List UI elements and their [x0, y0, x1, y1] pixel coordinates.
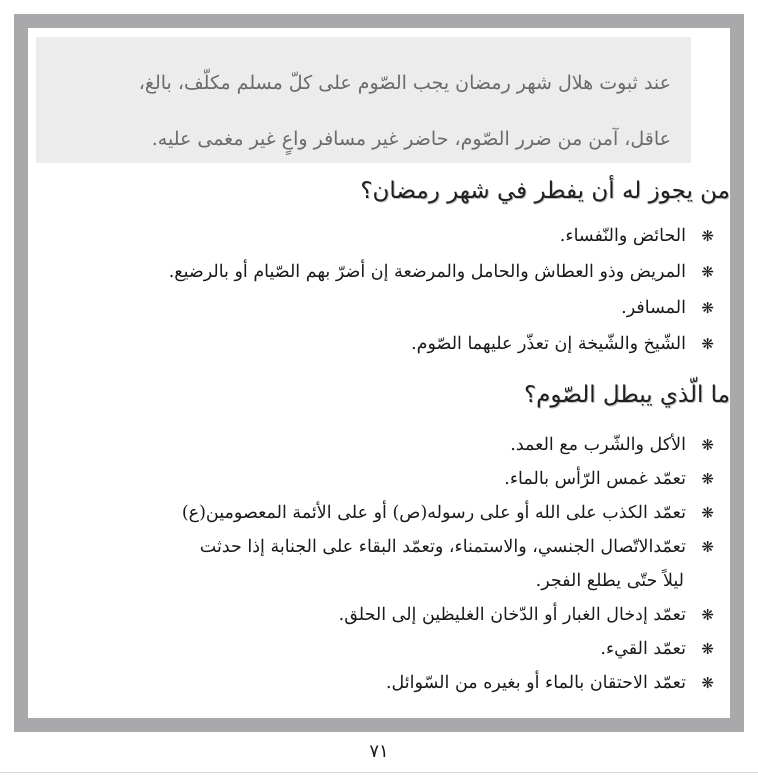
list-item-text: تعمّد غمس الرّأس بالماء. — [504, 469, 686, 489]
list-item — [182, 666, 714, 700]
intro-line-2: عاقل، آمن من ضرر الصّوم، حاضر غير مسافر واعٍ غير مغمى عليه. — [151, 128, 671, 150]
list-item — [182, 598, 714, 632]
list-item — [182, 530, 714, 564]
bullet-star-icon: ❋ — [701, 299, 714, 317]
list-item-text: تعمّدالاتّصال الجنسي، والاستمناء، وتعمّد البقاء على الجنابة إذا حدثت — [199, 537, 686, 557]
list-item — [169, 326, 714, 362]
list-item — [169, 218, 714, 254]
list-item-text: الأكل والشّرب مع العمد. — [510, 435, 686, 455]
section-heading-who-may-break-fast: من يجوز له أن يفطر في شهر رمضان؟ — [360, 178, 730, 204]
list-item-text: تعمّد القيء. — [600, 639, 686, 659]
list-item-text: المسافر. — [621, 298, 686, 318]
list-item — [182, 632, 714, 666]
intro-line-1: عند ثبوت هلال شهر رمضان يجب الصّوم على كلّ مسلم مكلّف، بالغ، — [138, 72, 671, 94]
list-item — [182, 496, 714, 530]
list-item — [169, 290, 714, 326]
list-item-text: الشّيخ والشّيخة إن تعذّر عليهما الصّوم. — [411, 334, 686, 354]
list-item-continuation — [182, 564, 714, 598]
list-item — [182, 462, 714, 496]
bullet-star-icon: ❋ — [701, 606, 714, 624]
list-item — [169, 254, 714, 290]
bullet-star-icon: ❋ — [701, 227, 714, 245]
bullet-star-icon: ❋ — [701, 674, 714, 692]
section-heading-what-breaks-fast: ما الّذي يبطل الصّوم؟ — [523, 382, 730, 408]
bullet-star-icon: ❋ — [701, 335, 714, 353]
page-number: ٧١ — [369, 741, 389, 762]
page-edge-divider — [0, 772, 758, 773]
list-item-text: ليلاً حتّى يطلع الفجر. — [535, 571, 684, 591]
intro-box — [36, 37, 691, 163]
bullet-star-icon: ❋ — [701, 538, 714, 556]
list-item-text: الحائض والنّفساء. — [559, 226, 686, 246]
list-item — [182, 428, 714, 462]
bullet-star-icon: ❋ — [701, 640, 714, 658]
bullet-star-icon: ❋ — [701, 470, 714, 488]
bullet-star-icon: ❋ — [701, 436, 714, 454]
list-item-text: تعمّد الاحتقان بالماء أو بغيره من السّوائل. — [385, 673, 686, 693]
bullet-star-icon: ❋ — [701, 504, 714, 522]
list-item-text: المريض وذو العطاش والحامل والمرضعة إن أضرّ بهم الصّيام أو بالرضيع. — [168, 262, 686, 282]
list-what-breaks-fast — [182, 428, 714, 700]
bullet-star-icon: ❋ — [701, 263, 714, 281]
list-item-text: تعمّد الكذب على الله أو على رسوله(ص) أو على الأئمة المعصومين(ع) — [181, 503, 686, 523]
list-who-may-break-fast — [169, 218, 714, 362]
list-item-text: تعمّد إدخال الغبار أو الدّخان الغليظين إلى الحلق. — [338, 605, 686, 625]
